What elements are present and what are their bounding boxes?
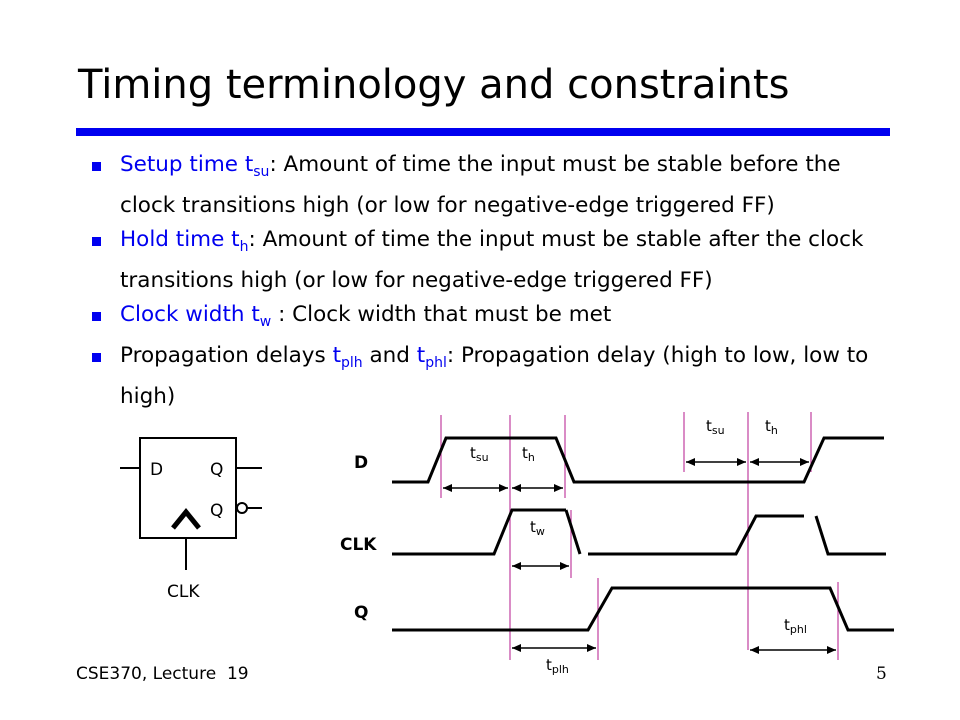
term-tplh-sub: plh: [341, 355, 363, 371]
th-label-2: $t_h$: [765, 417, 778, 437]
tphl-label: $t_{phl}$: [784, 616, 807, 636]
tsu-label-2: $t_{su}$: [706, 417, 725, 437]
clk-waveform: [816, 516, 886, 554]
ff-clk-label: CLK: [167, 582, 200, 602]
term-tphl-text: t: [416, 343, 426, 368]
tplh-label: $t_{plh}$: [546, 656, 569, 676]
qbar-bubble-icon: [237, 503, 247, 513]
term-clock-width-sub: w: [259, 314, 272, 330]
signal-d-label: D: [354, 453, 369, 473]
term-clock-width-text: Clock width t: [120, 302, 260, 327]
bullet-propagation-mid: and: [362, 343, 417, 368]
footer-course-text: CSE370, Lecture: [76, 664, 217, 684]
ff-q-label: Q: [210, 460, 224, 480]
bullet-propagation-text: : Propagation delay (high to low, low to high): [120, 343, 869, 409]
term-setup-sub: su: [253, 164, 270, 180]
flip-flop-box: [140, 438, 236, 538]
footer-course: [76, 664, 249, 684]
ff-qbar-label: Q: [210, 501, 224, 521]
clock-triangle-icon: [173, 512, 199, 528]
tsu-label-1: $t_{su}$: [470, 444, 489, 464]
d-waveform: [392, 438, 884, 482]
term-setup-text: Setup time t: [120, 152, 254, 177]
flip-flop-symbol: [120, 438, 262, 602]
bullet-setup-text: : Amount of time the input must be stable before the clock transitions high (or low for negative-edge triggered FF): [120, 152, 841, 218]
ff-d-label: D: [150, 460, 164, 480]
measurement-arrows: [443, 462, 836, 650]
term-tphl-sub: phl: [425, 355, 447, 371]
footer-lecture-number: 19: [226, 664, 249, 684]
clk-waveform: [566, 510, 580, 554]
term-hold-text: Hold time t: [120, 227, 240, 252]
term-hold-sub: h: [239, 239, 249, 255]
clk-waveform: [588, 516, 804, 554]
footer-page-number: 5: [876, 664, 887, 684]
signal-clk-label: CLK: [340, 535, 377, 555]
timing-labels: [470, 417, 807, 676]
bullet-clock-width-text: : Clock width that must be met: [271, 302, 612, 327]
th-label-1: $t_h$: [522, 444, 535, 464]
bullet-propagation-pre: Propagation delays: [120, 343, 333, 368]
signal-q-label: Q: [354, 603, 369, 623]
waveforms: [392, 438, 894, 630]
page-title: Timing terminology and constraints: [78, 62, 790, 108]
tw-label: $t_w$: [530, 518, 545, 538]
term-tplh-text: t: [332, 343, 341, 368]
bullet-hold-text: : Amount of time the input must be stable after the clock transitions high (or low for negative-edge triggered FF): [120, 227, 864, 293]
q-waveform: [392, 588, 894, 630]
